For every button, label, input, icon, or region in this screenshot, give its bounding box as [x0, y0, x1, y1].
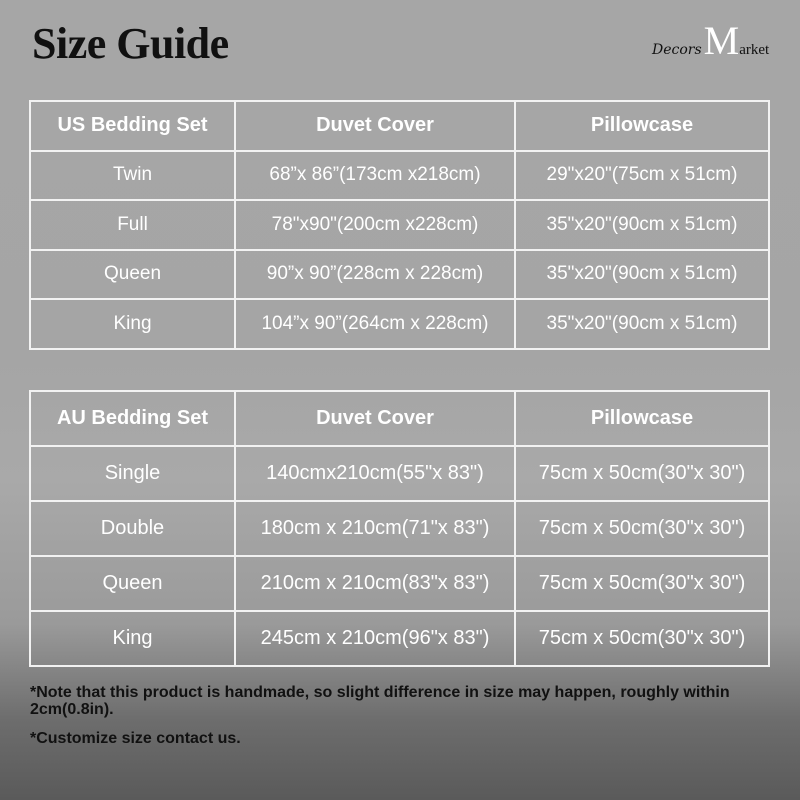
table-row [30, 556, 769, 611]
cell: 75cm x 50cm(30"x 30") [515, 501, 769, 556]
header-cell: AU Bedding Set [30, 391, 235, 446]
cell: Queen [30, 250, 235, 300]
table-row [30, 200, 769, 250]
header-cell: US Bedding Set [30, 101, 235, 151]
header-cell: Pillowcase [515, 391, 769, 446]
cell: 104”x 90”(264cm x 228cm) [235, 299, 515, 349]
table-row [30, 446, 769, 501]
handmade-note: *Note that this product is handmade, so slight difference in size may happen, roughly within 2cm(0.8in). [30, 684, 730, 718]
cell: 29"x20"(75cm x 51cm) [515, 151, 769, 201]
header-cell: Duvet Cover [235, 391, 515, 446]
table-header-row [30, 391, 769, 446]
logo-letter: M [703, 18, 740, 63]
cell: 78"x90"(200cm x228cm) [235, 200, 515, 250]
logo-script: Decors [652, 42, 702, 58]
cell: Double [30, 501, 235, 556]
logo-suffix: arket [739, 42, 770, 58]
cell: 35"x20"(90cm x 51cm) [515, 200, 769, 250]
cell: 68”x 86”(173cm x218cm) [235, 151, 515, 201]
cell: 75cm x 50cm(30"x 30") [515, 556, 769, 611]
cell: 210cm x 210cm(83"x 83") [235, 556, 515, 611]
cell: Single [30, 446, 235, 501]
cell: 75cm x 50cm(30"x 30") [515, 446, 769, 501]
table-row [30, 250, 769, 300]
cell: Queen [30, 556, 235, 611]
table-header-row [30, 101, 769, 151]
cell: King [30, 611, 235, 666]
table-row [30, 299, 769, 349]
au-size-table [29, 390, 770, 667]
table-row [30, 151, 769, 201]
cell: 180cm x 210cm(71"x 83") [235, 501, 515, 556]
us-size-table [29, 100, 770, 350]
cell: 245cm x 210cm(96"x 83") [235, 611, 515, 666]
cell: 35"x20"(90cm x 51cm) [515, 299, 769, 349]
brand-logo [652, 18, 769, 68]
cell: 35"x20"(90cm x 51cm) [515, 250, 769, 300]
header-cell: Duvet Cover [235, 101, 515, 151]
table-row [30, 611, 769, 666]
cell: 75cm x 50cm(30"x 30") [515, 611, 769, 666]
cell: 90”x 90”(228cm x 228cm) [235, 250, 515, 300]
cell: King [30, 299, 235, 349]
cell: Twin [30, 151, 235, 201]
table-row [30, 501, 769, 556]
page-title: Size Guide [32, 19, 229, 68]
customize-note: *Customize size contact us. [30, 730, 241, 747]
cell: 140cmx210cm(55"x 83") [235, 446, 515, 501]
header-cell: Pillowcase [515, 101, 769, 151]
cell: Full [30, 200, 235, 250]
